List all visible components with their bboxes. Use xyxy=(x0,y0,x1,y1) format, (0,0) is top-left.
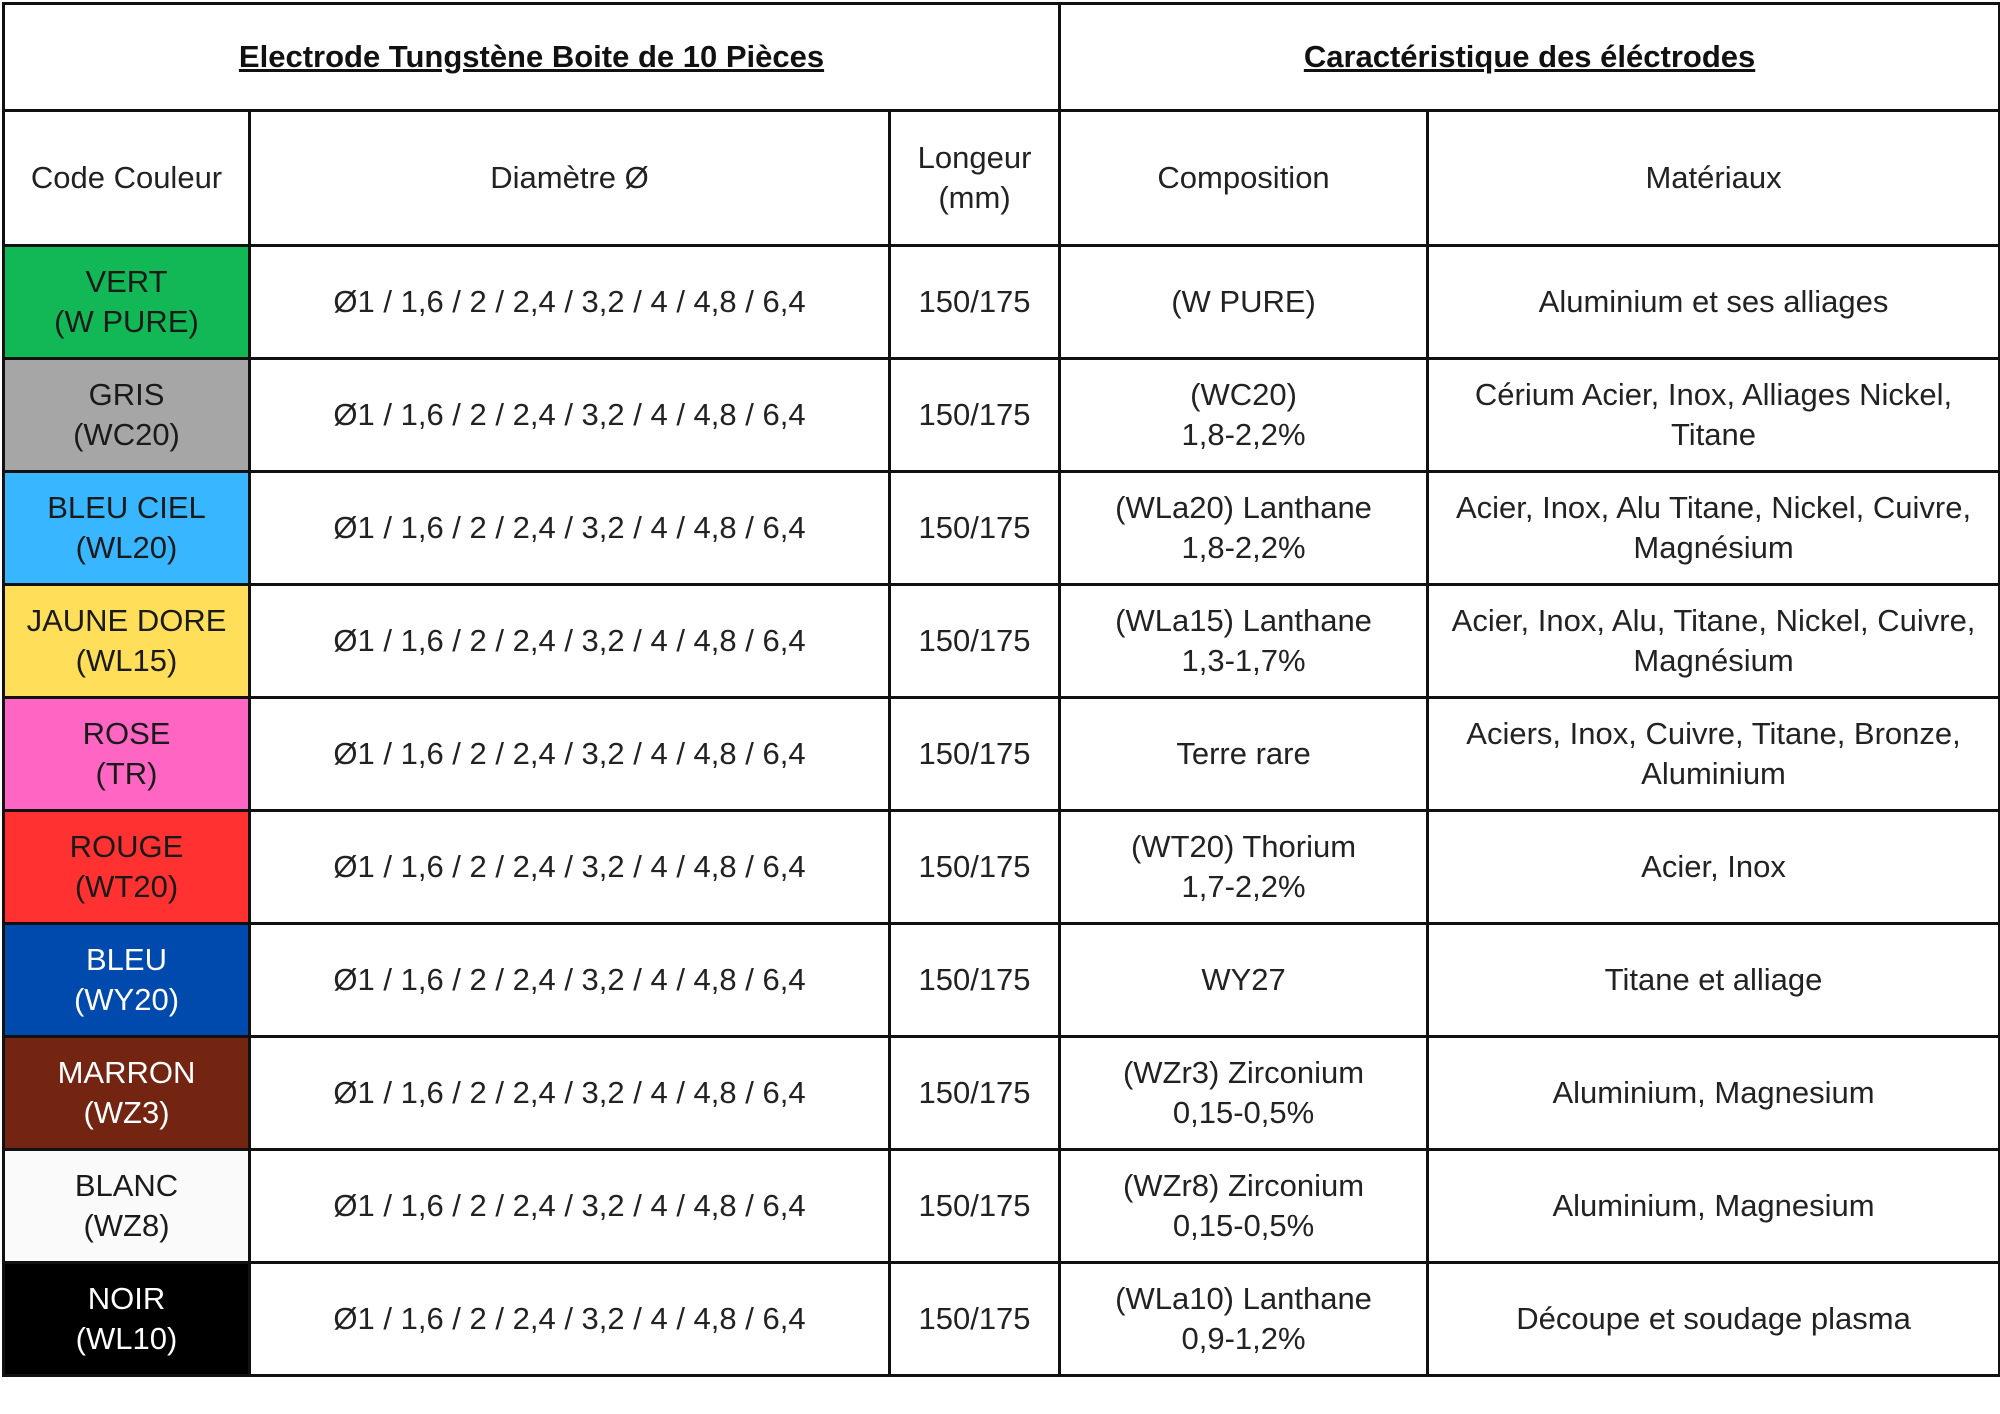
composition-cell xyxy=(1060,1037,1428,1150)
table-row xyxy=(4,698,2000,811)
composition-percent: 1,8-2,2% xyxy=(1181,417,1306,452)
color-code-cell xyxy=(4,472,250,585)
composition-cell xyxy=(1060,811,1428,924)
color-code: (WC20) xyxy=(73,417,180,452)
length-cell: 150/175 xyxy=(890,924,1060,1037)
header-diametre: Diamètre Ø xyxy=(250,111,890,246)
header-code-couleur: Code Couleur xyxy=(4,111,250,246)
length-cell: 150/175 xyxy=(890,1150,1060,1263)
composition-percent: 0,15-0,5% xyxy=(1172,1208,1315,1243)
color-code: (TR) xyxy=(95,756,158,791)
header-composition: Composition xyxy=(1060,111,1428,246)
length-cell: 150/175 xyxy=(890,1263,1060,1376)
color-name: VERT xyxy=(85,264,168,299)
color-name: MARRON xyxy=(57,1055,196,1090)
composition-cell xyxy=(1060,698,1428,811)
materials-cell: Acier, Inox xyxy=(1428,811,2000,924)
color-code: (WZ8) xyxy=(83,1208,170,1243)
length-cell: 150/175 xyxy=(890,698,1060,811)
diameter-cell: Ø1 / 1,6 / 2 / 2,4 / 3,2 / 4 / 4,8 / 6,4 xyxy=(250,585,890,698)
color-code-cell xyxy=(4,698,250,811)
composition-percent: 1,8-2,2% xyxy=(1181,530,1306,565)
composition-name: (WZr8) Zirconium xyxy=(1122,1168,1365,1203)
color-code-cell xyxy=(4,359,250,472)
color-code: (WL20) xyxy=(75,530,178,565)
table-row xyxy=(4,1037,2000,1150)
diameter-cell: Ø1 / 1,6 / 2 / 2,4 / 3,2 / 4 / 4,8 / 6,4 xyxy=(250,1150,890,1263)
header-materiaux: Matériaux xyxy=(1428,111,2000,246)
electrode-table xyxy=(2,2,2000,1377)
table-row xyxy=(4,585,2000,698)
length-cell: 150/175 xyxy=(890,585,1060,698)
composition-percent: 0,15-0,5% xyxy=(1172,1095,1315,1130)
table-row xyxy=(4,811,2000,924)
color-code: (WL15) xyxy=(75,643,178,678)
color-code: (WT20) xyxy=(74,869,179,904)
composition-cell xyxy=(1060,472,1428,585)
color-code-cell xyxy=(4,585,250,698)
diameter-cell: Ø1 / 1,6 / 2 / 2,4 / 3,2 / 4 / 4,8 / 6,4 xyxy=(250,472,890,585)
materials-cell: Titane et alliage xyxy=(1428,924,2000,1037)
materials-cell: Aluminium et ses alliages xyxy=(1428,246,2000,359)
diameter-cell: Ø1 / 1,6 / 2 / 2,4 / 3,2 / 4 / 4,8 / 6,4 xyxy=(250,811,890,924)
header-longeur xyxy=(890,111,1060,246)
header-longeur-unit: (mm) xyxy=(938,180,1011,215)
color-name: ROUGE xyxy=(69,829,184,864)
composition-name: Terre rare xyxy=(1176,736,1311,771)
composition-name: (WLa15) Lanthane xyxy=(1115,603,1372,638)
table-row xyxy=(4,472,2000,585)
table-title-left: Electrode Tungstène Boite de 10 Pièces xyxy=(4,4,1060,111)
color-name: BLANC xyxy=(74,1168,179,1203)
color-code-cell xyxy=(4,811,250,924)
composition-cell xyxy=(1060,359,1428,472)
color-code-cell xyxy=(4,1150,250,1263)
color-name: ROSE xyxy=(82,716,171,751)
length-cell: 150/175 xyxy=(890,472,1060,585)
color-code-cell xyxy=(4,1263,250,1376)
composition-cell xyxy=(1060,246,1428,359)
composition-name: (W PURE) xyxy=(1171,284,1316,319)
diameter-cell: Ø1 / 1,6 / 2 / 2,4 / 3,2 / 4 / 4,8 / 6,4 xyxy=(250,246,890,359)
length-cell: 150/175 xyxy=(890,246,1060,359)
diameter-cell: Ø1 / 1,6 / 2 / 2,4 / 3,2 / 4 / 4,8 / 6,4 xyxy=(250,1037,890,1150)
composition-cell xyxy=(1060,924,1428,1037)
color-code: (WL10) xyxy=(75,1321,178,1356)
color-name: BLEU xyxy=(86,942,167,977)
composition-percent: 1,7-2,2% xyxy=(1181,869,1306,904)
length-cell: 150/175 xyxy=(890,359,1060,472)
composition-name: (WLa20) Lanthane xyxy=(1115,490,1372,525)
composition-name: (WZr3) Zirconium xyxy=(1122,1055,1365,1090)
materials-cell: Aciers, Inox, Cuivre, Titane, Bronze, Aluminium xyxy=(1428,698,2000,811)
color-name: GRIS xyxy=(88,377,165,412)
materials-cell: Cérium Acier, Inox, Alliages Nickel, Titane xyxy=(1428,359,2000,472)
diameter-cell: Ø1 / 1,6 / 2 / 2,4 / 3,2 / 4 / 4,8 / 6,4 xyxy=(250,1263,890,1376)
header-row xyxy=(4,111,2000,246)
color-code: (WY20) xyxy=(73,982,180,1017)
composition-cell xyxy=(1060,1150,1428,1263)
color-name: BLEU CIEL xyxy=(47,490,206,525)
materials-cell: Aluminium, Magnesium xyxy=(1428,1150,2000,1263)
color-code: (W PURE) xyxy=(54,304,199,339)
diameter-cell: Ø1 / 1,6 / 2 / 2,4 / 3,2 / 4 / 4,8 / 6,4 xyxy=(250,924,890,1037)
table-title-right: Caractéristique des éléctrodes xyxy=(1060,4,2000,111)
table-row xyxy=(4,246,2000,359)
diameter-cell: Ø1 / 1,6 / 2 / 2,4 / 3,2 / 4 / 4,8 / 6,4 xyxy=(250,698,890,811)
composition-percent: 0,9-1,2% xyxy=(1181,1321,1306,1356)
title-row xyxy=(4,4,2000,111)
composition-name: (WLa10) Lanthane xyxy=(1115,1281,1372,1316)
table-row xyxy=(4,1263,2000,1376)
color-name: NOIR xyxy=(87,1281,166,1316)
composition-cell xyxy=(1060,1263,1428,1376)
composition-name: (WT20) Thorium xyxy=(1130,829,1357,864)
materials-cell: Acier, Inox, Alu Titane, Nickel, Cuivre, Magnésium xyxy=(1428,472,2000,585)
length-cell: 150/175 xyxy=(890,1037,1060,1150)
color-code-cell xyxy=(4,924,250,1037)
color-name: JAUNE DORE xyxy=(26,603,227,638)
table-row xyxy=(4,1150,2000,1263)
length-cell: 150/175 xyxy=(890,811,1060,924)
composition-cell xyxy=(1060,585,1428,698)
diameter-cell: Ø1 / 1,6 / 2 / 2,4 / 3,2 / 4 / 4,8 / 6,4 xyxy=(250,359,890,472)
table-row xyxy=(4,924,2000,1037)
composition-name: WY27 xyxy=(1201,962,1286,997)
header-longeur-label: Longeur xyxy=(917,140,1032,175)
composition-percent: 1,3-1,7% xyxy=(1181,643,1306,678)
table-row xyxy=(4,359,2000,472)
color-code: (WZ3) xyxy=(83,1095,170,1130)
color-code-cell xyxy=(4,246,250,359)
materials-cell: Découpe et soudage plasma xyxy=(1428,1263,2000,1376)
composition-name: (WC20) xyxy=(1190,377,1297,412)
color-code-cell xyxy=(4,1037,250,1150)
materials-cell: Aluminium, Magnesium xyxy=(1428,1037,2000,1150)
materials-cell: Acier, Inox, Alu, Titane, Nickel, Cuivre, Magnésium xyxy=(1428,585,2000,698)
